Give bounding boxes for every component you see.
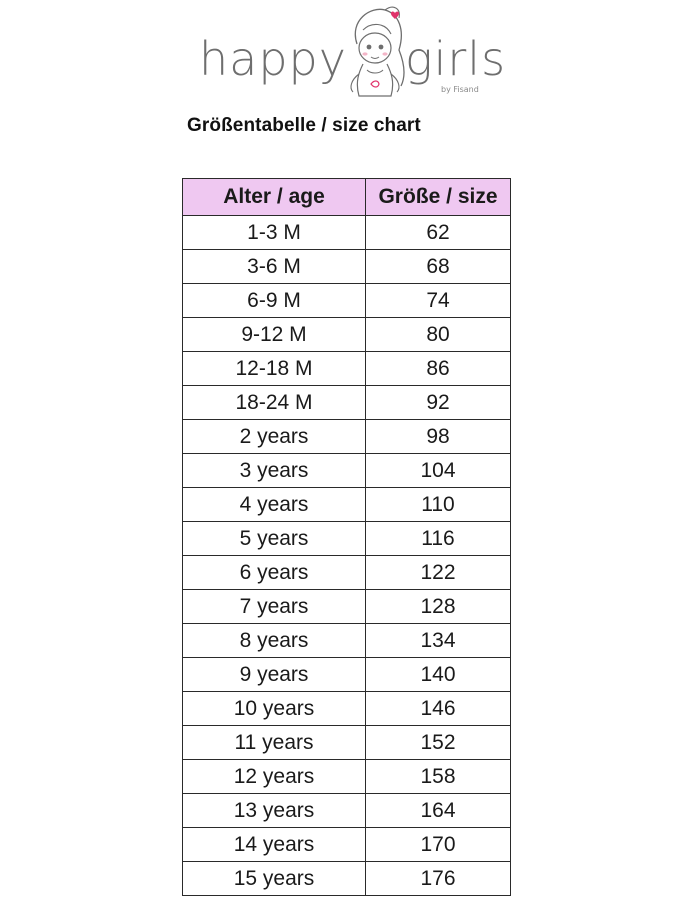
age-cell: 6-9 M [183, 284, 366, 318]
size-cell: 152 [366, 726, 511, 760]
age-cell: 6 years [183, 556, 366, 590]
column-header-age: Alter / age [183, 179, 366, 216]
column-header-size: Größe / size [366, 179, 511, 216]
girl-illustration-icon [341, 0, 411, 108]
page-title: Größentabelle / size chart [187, 115, 421, 136]
size-cell: 74 [366, 284, 511, 318]
age-cell: 3-6 M [183, 250, 366, 284]
age-cell: 3 years [183, 454, 366, 488]
size-table [182, 178, 511, 896]
table-row [183, 522, 511, 556]
age-cell: 7 years [183, 590, 366, 624]
table-row [183, 216, 511, 250]
table-header-row [183, 179, 511, 216]
age-cell: 15 years [183, 862, 366, 896]
table-row [183, 794, 511, 828]
age-cell: 10 years [183, 692, 366, 726]
table-row [183, 726, 511, 760]
logo-word-happy: happy [199, 32, 347, 86]
age-cell: 14 years [183, 828, 366, 862]
table-row [183, 862, 511, 896]
age-cell: 2 years [183, 420, 366, 454]
size-cell: 68 [366, 250, 511, 284]
size-cell: 110 [366, 488, 511, 522]
age-cell: 5 years [183, 522, 366, 556]
table-row [183, 454, 511, 488]
brand-logo [195, 0, 505, 112]
table-row [183, 386, 511, 420]
size-cell: 116 [366, 522, 511, 556]
size-cell: 164 [366, 794, 511, 828]
size-cell: 176 [366, 862, 511, 896]
size-cell: 170 [366, 828, 511, 862]
size-cell: 122 [366, 556, 511, 590]
size-cell: 98 [366, 420, 511, 454]
table-row [183, 556, 511, 590]
size-cell: 146 [366, 692, 511, 726]
size-cell: 134 [366, 624, 511, 658]
age-cell: 9-12 M [183, 318, 366, 352]
size-cell: 128 [366, 590, 511, 624]
logo-word-girls: girls [405, 32, 507, 86]
table-row [183, 828, 511, 862]
size-cell: 92 [366, 386, 511, 420]
age-cell: 12-18 M [183, 352, 366, 386]
age-cell: 1-3 M [183, 216, 366, 250]
age-cell: 12 years [183, 760, 366, 794]
table-row [183, 318, 511, 352]
table-row [183, 624, 511, 658]
age-cell: 9 years [183, 658, 366, 692]
table-row [183, 590, 511, 624]
size-cell: 158 [366, 760, 511, 794]
table-row [183, 284, 511, 318]
table-row [183, 250, 511, 284]
size-cell: 104 [366, 454, 511, 488]
table-row [183, 760, 511, 794]
table-row [183, 420, 511, 454]
age-cell: 4 years [183, 488, 366, 522]
table-row [183, 658, 511, 692]
age-cell: 13 years [183, 794, 366, 828]
table-row [183, 488, 511, 522]
age-cell: 11 years [183, 726, 366, 760]
logo-byline: by Fisand [441, 85, 479, 94]
table-row [183, 352, 511, 386]
size-cell: 80 [366, 318, 511, 352]
age-cell: 8 years [183, 624, 366, 658]
table-row [183, 692, 511, 726]
size-cell: 86 [366, 352, 511, 386]
size-cell: 62 [366, 216, 511, 250]
size-cell: 140 [366, 658, 511, 692]
age-cell: 18-24 M [183, 386, 366, 420]
